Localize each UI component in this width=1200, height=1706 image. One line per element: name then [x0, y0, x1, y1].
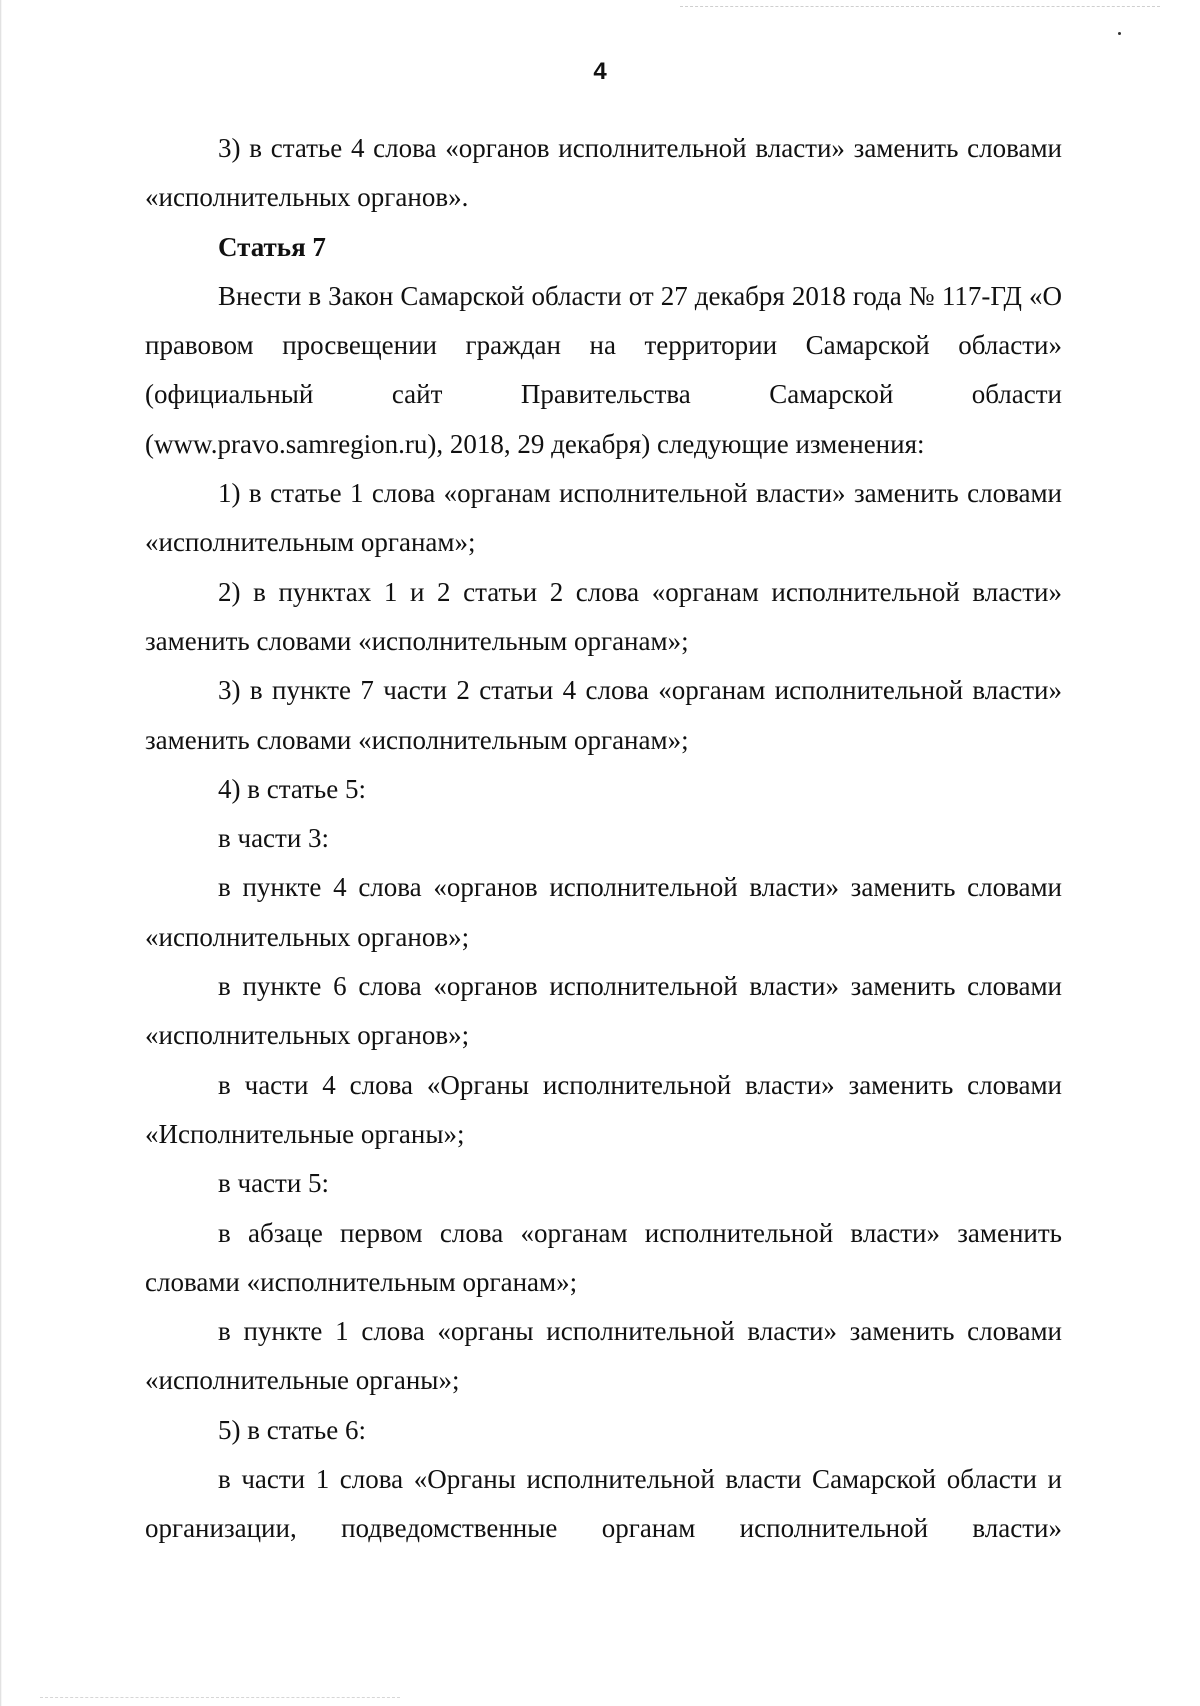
page-number: 4 — [593, 58, 607, 85]
paragraph-point-1: в пункте 1 слова «органы исполнительной власти» заменить словами «исполнительные органы»; — [145, 1316, 1062, 1396]
paragraph-item-2: 2) в пунктах 1 и 2 статьи 2 слова «органам исполнительной власти» заменить словами «исполнительным органам»; — [145, 576, 1062, 656]
scan-edge-left — [0, 0, 2, 1706]
paragraph-item-4: 4) в статье 5: — [218, 773, 366, 804]
article-heading: Статья 7 — [218, 231, 326, 262]
paragraph-part-3: в части 3: — [218, 823, 330, 854]
scan-speck — [1118, 32, 1121, 35]
paragraph-intro-art7: Внести в Закон Самарской области от 27 декабря 2018 года № 117-ГД «О правовом просвещении граждан на территории Самарской области» (официальный сайт Правительства Самарской области (www.pravo.samregion.ru), 2018, 29 декабря) следующие изменения: — [145, 280, 1062, 459]
document-body — [145, 124, 1062, 1554]
paragraph-item-1: 1) в статье 1 слова «органам исполнительной власти» заменить словами «исполнительным органам»; — [145, 478, 1062, 558]
paragraph-item-3-art6: 3) в статье 4 слова «органов исполнительной власти» заменить словами «исполнительных органов». — [145, 133, 1062, 213]
scan-edge-bottom — [40, 1697, 400, 1698]
paragraph-point-4: в пункте 4 слова «органов исполнительной власти» заменить словами «исполнительных органов»; — [145, 872, 1062, 952]
paragraph-first-abzac: в абзаце первом слова «органам исполнительной власти» заменить словами «исполнительным органам»; — [145, 1217, 1062, 1297]
paragraph-part-5: в части 5: — [218, 1168, 330, 1199]
paragraph-part-1: в части 1 слова «Органы исполнительной власти Самарской области и организации, подведомственные органам исполнительной власти» — [145, 1464, 1062, 1544]
paragraph-item-5: 5) в статье 6: — [218, 1414, 366, 1445]
paragraph-part-4: в части 4 слова «Органы исполнительной власти» заменить словами «Исполнительные органы»; — [145, 1069, 1062, 1149]
scan-edge-top — [680, 6, 1160, 7]
paragraph-item-3: 3) в пункте 7 части 2 статьи 4 слова «органам исполнительной власти» заменить словами «исполнительным органам»; — [145, 675, 1062, 755]
paragraph-point-6: в пункте 6 слова «органов исполнительной власти» заменить словами «исполнительных органов»; — [145, 971, 1062, 1051]
